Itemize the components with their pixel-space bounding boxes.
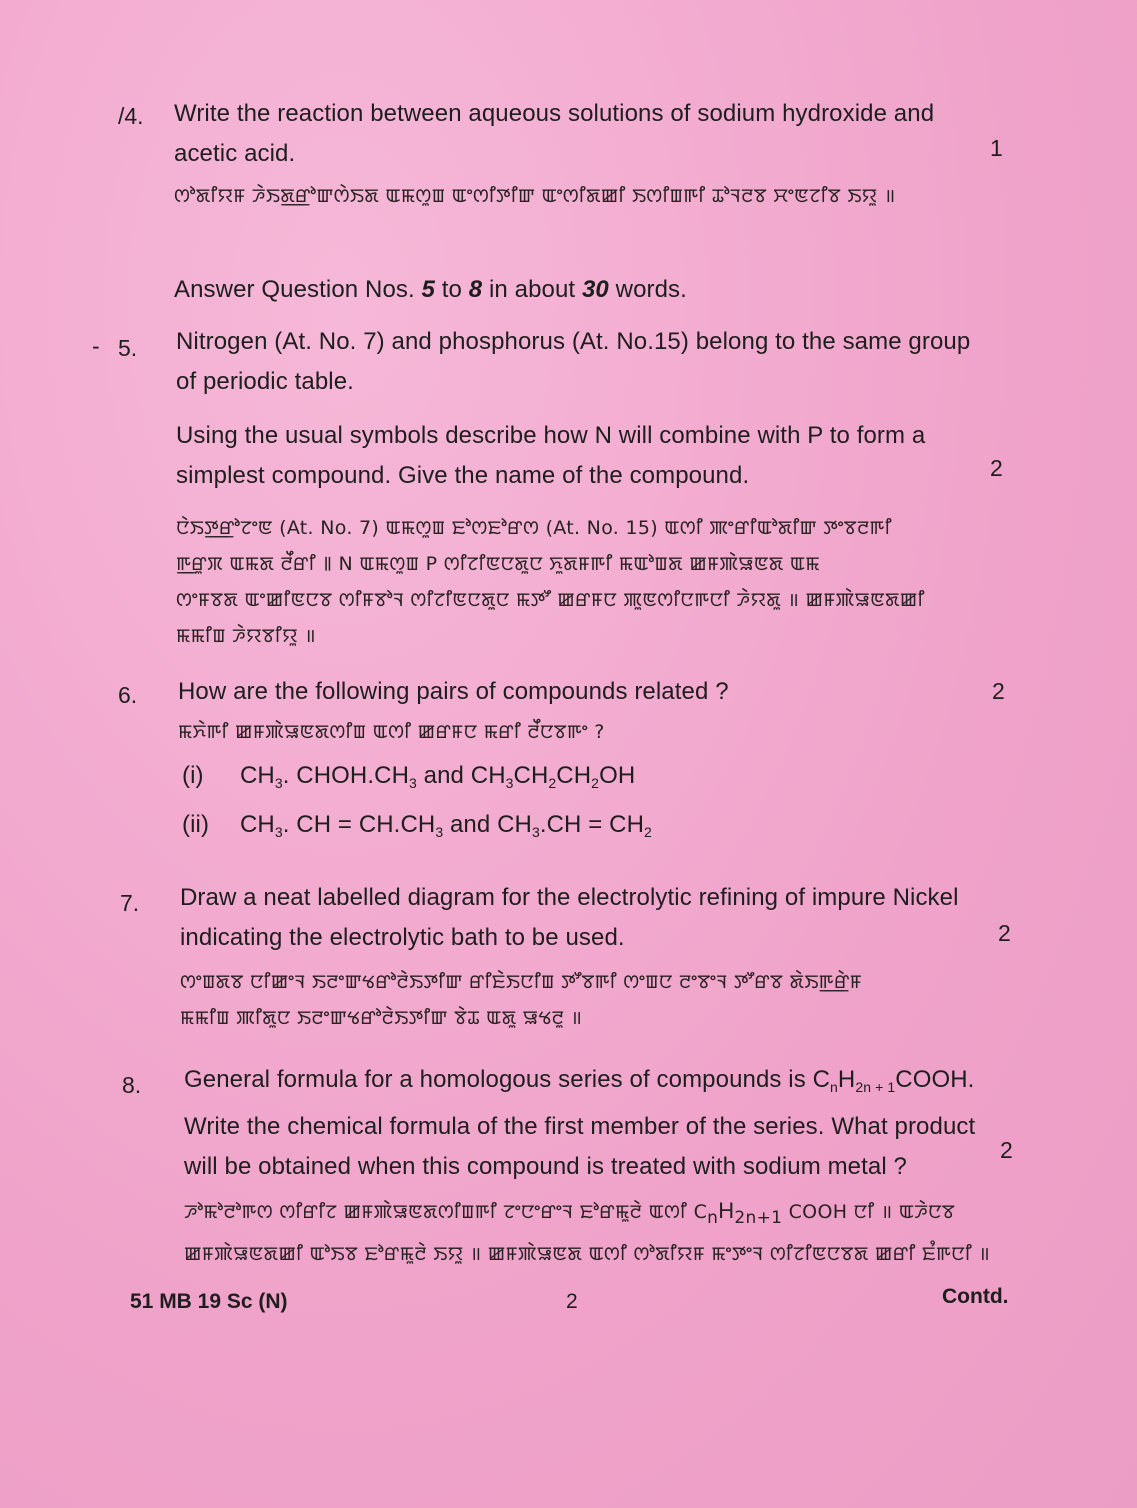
q8-formula-sub: n	[830, 1079, 838, 1095]
instruction-to: to	[435, 276, 469, 303]
q5-dash: -	[92, 333, 100, 359]
q8-manipuri-line2: ꯀꯝꯄꯥꯎꯟꯗꯀꯤ ꯑꯣꯏꯕ ꯐꯣꯔꯃꯨꯂꯥ ꯏꯌꯨ ॥ ꯀꯝꯄꯥꯎꯟꯗ ꯑꯁꯤ ꯁꯣꯗꯤꯌꯝ ꯃꯦꯇꯦꯜ ꯁꯤꯖꯤꯟꯅꯕꯗ ꯀꯔꯤ ꯐꯪꯒꯅꯤ ॥	[184, 1243, 991, 1265]
q5-manipuri-line2: ꯒ꯭ꯔꯨꯞ ꯑꯃꯗ ꯂꯩꯔꯤ ꯫ N ꯑꯃꯁꯨꯡ P ꯁꯤꯖꯤꯟꯅꯗꯨꯅ ꯈꯨꯗꯝꯒꯤ ꯃꯑꯣꯡꯗ ꯀꯝꯄꯥꯎꯟꯗ ꯑꯃ	[176, 553, 820, 575]
q6-item-2-sub: 3	[435, 824, 444, 840]
q6-item-1-part: . CHOH.CH	[282, 762, 409, 789]
q8-manipuri-line1	[184, 1193, 1034, 1236]
q8-block	[184, 1060, 1034, 1272]
q5-block	[176, 322, 1026, 654]
q8-number: 8.	[122, 1072, 142, 1098]
q5-marks: 2	[990, 455, 1003, 481]
instruction-words: 30	[581, 276, 609, 303]
q6-item-2-part: . CH = CH.CH	[282, 811, 436, 838]
q6-marks: 2	[992, 678, 1005, 704]
q6-item-2-label: (ii)	[182, 811, 210, 838]
q7-text-line2: indicating the electrolytic bath to be used.	[180, 924, 625, 951]
q7-manipuri-line1: ꯁꯦꯡꯗꯕ ꯅꯤꯀꯦꯜ ꯏꯂꯦꯛꯠꯔꯣꯂꯥꯏꯇꯤꯛ ꯔꯤꯐꯥꯏꯅꯤꯡ ꯇꯧꯕꯒꯤ ꯁꯦꯡꯅ ꯂꯦꯕꯦꯜ ꯇꯧꯔꯕ ꯗꯥꯏꯒ꯭ꯔꯥꯝ	[180, 971, 863, 993]
q8-manipuri-part: H	[718, 1198, 735, 1223]
q4-number: /4.	[118, 103, 144, 129]
q8-formula-part: H	[837, 1066, 856, 1093]
q7-number: 7.	[120, 890, 140, 916]
q6-item-1-sub: 2	[591, 775, 600, 791]
instruction-from: 5	[421, 276, 435, 303]
q6-text: How are the following pairs of compounds related ?	[178, 678, 729, 705]
q6-item-2-part: and CH	[443, 811, 532, 838]
q5-p1-line2: of periodic table.	[176, 368, 354, 395]
instruction-suffix: words.	[608, 276, 687, 303]
q5-number: 5.	[118, 335, 138, 361]
q8-formula-part: COOH.	[895, 1066, 975, 1093]
q6-item-1-label: (i)	[182, 762, 204, 789]
q5-manipuri-line1: ꯅꯥꯏꯇ꯭ꯔꯣꯖꯦꯟ (At. No. 7) ꯑꯃꯁꯨꯡ ꯐꯣꯁꯐꯣꯔꯁ (At. No. 15) ꯑꯁꯤ ꯄꯦꯔꯤꯑꯣꯗꯤꯛ ꯇꯦꯕꯂꯒꯤ	[176, 517, 892, 539]
q8-text-line1	[184, 1060, 1034, 1107]
q8-manipuri-part: COOH ꯅꯤ ॥ ꯑꯍꯥꯅꯕ	[782, 1201, 956, 1223]
q8-manipuri-sub: 2n+1	[734, 1208, 783, 1228]
q6-item-1-sub: 3	[274, 775, 283, 791]
q4-text-line2: acetic acid.	[174, 140, 296, 167]
q8-marks: 2	[1000, 1137, 1013, 1163]
q6-item-2	[182, 805, 998, 852]
q5-p2-line2: simplest compound. Give the name of the compound.	[176, 462, 750, 489]
q4-text-line1: Write the reaction between aqueous solutions of sodium hydroxide and	[174, 100, 935, 127]
q5-p2-line1: Using the usual symbols describe how N will combine with P to form a	[176, 422, 926, 449]
q6-number: 6.	[118, 682, 138, 708]
q6-item-1-part: CH	[240, 762, 275, 789]
q8-manipuri-sub: n	[707, 1208, 719, 1228]
q6-item-1-part: CH	[556, 762, 592, 789]
q6-text-manipuri: ꯃꯈꯥꯒꯤ ꯀꯝꯄꯥꯎꯟꯗꯁꯤꯡ ꯑꯁꯤ ꯀꯔꯝꯅ ꯃꯔꯤ ꯂꯩꯅꯕꯒꯦ ?	[178, 721, 605, 743]
footer-contd: Contd.	[942, 1285, 1009, 1308]
q6-item-1-part: CH	[513, 762, 549, 789]
footer-paper-code: 51 MB 19 Sc (N)	[130, 1290, 288, 1313]
q6-item-1-sub: 2	[548, 775, 557, 791]
q6-item-2-sub: 2	[644, 824, 652, 840]
q4-block	[174, 94, 1014, 214]
q7-text-line1: Draw a neat labelled diagram for the electrolytic refining of impure Nickel	[180, 884, 959, 911]
q6-item-1-sub: 3	[409, 775, 417, 791]
q7-block	[180, 878, 1030, 1036]
q8-text-line2: Write the chemical formula of the first member of the series. What product	[184, 1113, 976, 1140]
q5-p1-line1: Nitrogen (At. No. 7) and phosphorus (At. No.15) belong to the same group	[176, 328, 971, 355]
q6-item-1	[182, 756, 998, 803]
q5-manipuri-line4: ꯃꯃꯤꯡ ꯍꯥꯌꯕꯤꯌꯨ ॥	[176, 625, 316, 647]
q6-block	[178, 672, 998, 852]
q6-item-2-sub: 3	[274, 824, 283, 840]
q6-item-2-sub: 3	[531, 824, 540, 840]
q6-item-1-part: and CH	[416, 762, 506, 789]
q6-item-2-part: CH	[240, 811, 275, 838]
instruction	[174, 270, 687, 310]
q8-formula-sub: 2n + 1	[855, 1079, 896, 1095]
q6-item-1-part: OH	[599, 762, 636, 789]
q8-formula-part: General formula for a homologous series of compounds is C	[184, 1066, 831, 1093]
q6-item-1-sub: 3	[505, 775, 514, 791]
q8-text-line3: will be obtained when this compound is treated with sodium metal ?	[184, 1153, 907, 1180]
q6-item-2-part: .CH = CH	[539, 811, 645, 838]
instruction-prefix: Answer Question Nos.	[174, 276, 422, 303]
q5-manipuri-line3: ꯁꯦꯝꯕꯗ ꯑꯦꯀꯤꯟꯅꯕ ꯁꯤꯝꯕꯣꯜ ꯁꯤꯖꯤꯟꯅꯗꯨꯅ ꯃꯇꯧ ꯀꯔꯝꯅ ꯄꯨꯟꯁꯤꯅꯒꯅꯤ ꯍꯥꯌꯗꯨ ॥ ꯀꯝꯄꯥꯎꯟꯗꯀꯤ	[176, 589, 925, 611]
q7-marks: 2	[998, 920, 1011, 946]
q8-manipuri-part: ꯍꯣꯃꯣꯂꯣꯒꯁ ꯁꯤꯔꯤꯖ ꯀꯝꯄꯥꯎꯟꯗꯁꯤꯡꯒꯤ ꯖꯦꯅꯦꯔꯦꯜ ꯐꯣꯔꯃꯨꯂꯥ ꯑꯁꯤ C	[184, 1201, 708, 1223]
q7-manipuri-line2: ꯃꯃꯤꯡ ꯄꯤꯗꯨꯅ ꯏꯂꯦꯛꯠꯔꯣꯂꯥꯏꯇꯤꯛ ꯕꯥꯊ ꯑꯗꯨ ꯎꯠꯂꯨ ॥	[180, 1007, 583, 1029]
q4-marks: 1	[990, 135, 1003, 161]
instruction-to-num: 8	[468, 276, 483, 303]
footer-page-number: 2	[566, 1290, 578, 1313]
q4-text-manipuri: ꯁꯣꯗꯤꯌꯝ ꯍꯥꯏꯗ꯭ꯔꯣꯛꯁꯥꯏꯗ ꯑꯃꯁꯨꯡ ꯑꯦꯁꯤꯇꯤꯛ ꯑꯦꯁꯤꯗꯀꯤ ꯏꯁꯤꯡꯒꯤ ꯊꯣꯜꯂꯕ ꯆꯦꯟꯖꯤꯕ ꯏꯌꯨ ॥	[174, 185, 896, 207]
instruction-mid: in about	[482, 276, 582, 303]
